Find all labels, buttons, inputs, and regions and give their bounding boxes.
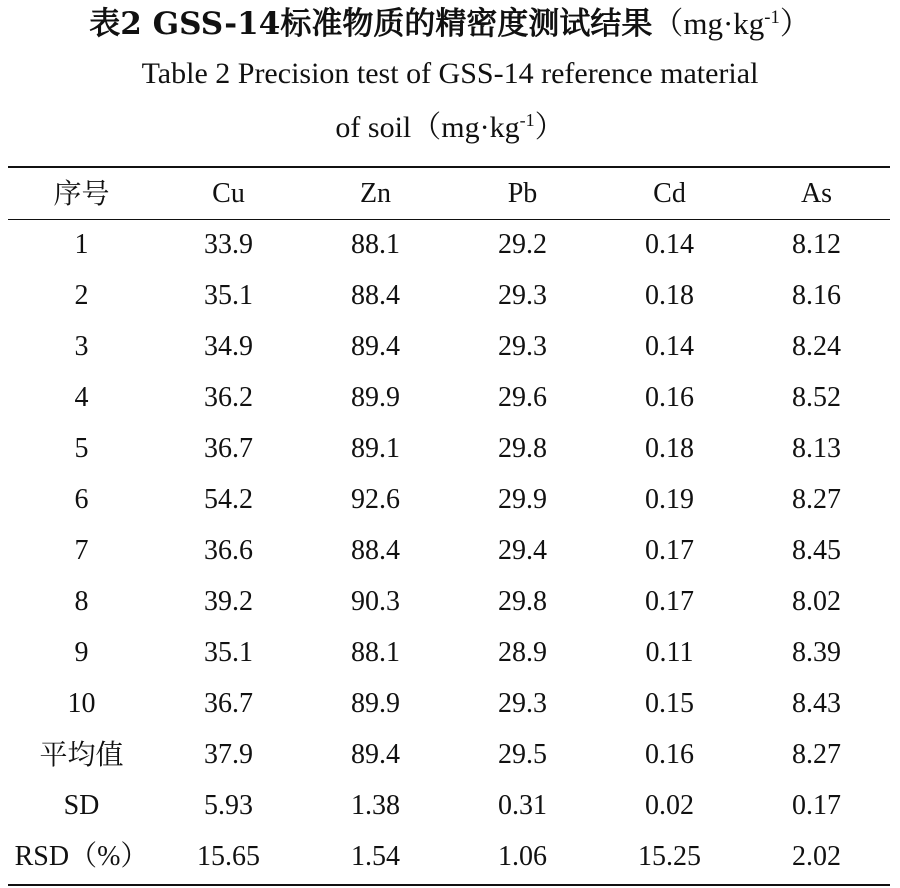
table-cell: 89.4 bbox=[351, 331, 400, 362]
table-cell: 0.18 bbox=[645, 280, 694, 311]
header-cell-cd: Cd bbox=[653, 178, 686, 209]
table-cell: 29.3 bbox=[498, 280, 547, 311]
table-cell: 89.1 bbox=[351, 433, 400, 464]
table-cell: 8.52 bbox=[792, 382, 841, 413]
table-cell: 37.9 bbox=[204, 739, 253, 770]
row-label-cell: RSD（%） bbox=[14, 841, 149, 872]
table-cell: 36.7 bbox=[204, 433, 253, 464]
table-cell: 28.9 bbox=[498, 637, 547, 668]
table-row bbox=[8, 831, 890, 882]
table-row bbox=[8, 780, 890, 831]
table-cell: 29.4 bbox=[498, 535, 547, 566]
table-row bbox=[8, 219, 890, 270]
table-cell: 89.4 bbox=[351, 739, 400, 770]
table-cell: 92.6 bbox=[351, 484, 400, 515]
table-header-row bbox=[8, 168, 890, 219]
table-row bbox=[8, 423, 890, 474]
table-cell: 0.17 bbox=[645, 535, 694, 566]
table-cell: 8.45 bbox=[792, 535, 841, 566]
row-label-cell: 5 bbox=[74, 433, 89, 464]
caption-english-line2-text: of soil（mg·kg bbox=[335, 111, 520, 144]
table-row bbox=[8, 270, 890, 321]
table-cell: 29.8 bbox=[498, 433, 547, 464]
row-label-cell: 平均值 bbox=[39, 738, 124, 771]
table-cell: 0.14 bbox=[645, 331, 694, 362]
row-label-cell: 3 bbox=[74, 331, 89, 362]
unit-open: （mg·kg bbox=[652, 6, 765, 41]
table-cell: 1.54 bbox=[351, 841, 400, 872]
table-cell: 34.9 bbox=[204, 331, 253, 362]
table-cell: 88.1 bbox=[351, 229, 400, 260]
caption-title-chinese: GSS-14标准物质的精密度测试结果 bbox=[152, 6, 653, 42]
table-cell: 29.3 bbox=[498, 331, 547, 362]
table-cell: 8.02 bbox=[792, 586, 841, 617]
caption-english-unit-exponent: -1 bbox=[519, 110, 535, 131]
table-cell: 29.6 bbox=[498, 382, 547, 413]
table-cell: 8.27 bbox=[792, 739, 841, 770]
table-cell: 5.93 bbox=[204, 790, 253, 821]
unit-close: ） bbox=[779, 6, 811, 41]
row-label-cell: 7 bbox=[74, 535, 89, 566]
table-cell: 0.11 bbox=[645, 637, 694, 668]
table-cell: 35.1 bbox=[204, 280, 253, 311]
table-cell: 0.19 bbox=[645, 484, 694, 515]
table-cell: 0.17 bbox=[792, 790, 841, 821]
header-cell-zn: Zn bbox=[359, 178, 392, 209]
row-label-cell: 1 bbox=[74, 229, 89, 260]
table-cell: 0.31 bbox=[498, 790, 547, 821]
table-cell: 29.9 bbox=[498, 484, 547, 515]
table-caption-chinese bbox=[0, 4, 900, 44]
table-cell: 0.16 bbox=[645, 382, 694, 413]
table-row bbox=[8, 627, 890, 678]
caption-unit-chinese bbox=[652, 6, 810, 41]
unit-exponent: -1 bbox=[764, 6, 780, 28]
table-row bbox=[8, 372, 890, 423]
table-row bbox=[8, 321, 890, 372]
table-cell: 54.2 bbox=[204, 484, 253, 515]
row-label-cell: 8 bbox=[74, 586, 89, 617]
table-cell: 90.3 bbox=[351, 586, 400, 617]
table-cell: 29.8 bbox=[498, 586, 547, 617]
row-label-cell: SD bbox=[63, 790, 100, 821]
table-row bbox=[8, 474, 890, 525]
header-cell-as: As bbox=[800, 178, 833, 209]
table-cell: 0.18 bbox=[645, 433, 694, 464]
row-label-cell: 2 bbox=[74, 280, 89, 311]
table-cell: 0.15 bbox=[645, 688, 694, 719]
table-cell: 8.39 bbox=[792, 637, 841, 668]
table-cell: 29.2 bbox=[498, 229, 547, 260]
precision-table bbox=[8, 168, 890, 882]
table-row bbox=[8, 678, 890, 729]
row-label-cell: 10 bbox=[67, 688, 96, 719]
table-cell: 2.02 bbox=[792, 841, 841, 872]
row-label-cell: 9 bbox=[74, 637, 89, 668]
table-cell: 1.06 bbox=[498, 841, 547, 872]
table-body bbox=[8, 219, 890, 882]
table-cell: 15.65 bbox=[197, 841, 260, 872]
table-caption-english-line2 bbox=[0, 110, 900, 146]
table-cell: 88.1 bbox=[351, 637, 400, 668]
table-cell: 0.17 bbox=[645, 586, 694, 617]
row-label-cell: 6 bbox=[74, 484, 89, 515]
table-cell: 36.7 bbox=[204, 688, 253, 719]
table-cell: 15.25 bbox=[638, 841, 701, 872]
table-cell: 88.4 bbox=[351, 280, 400, 311]
table-cell: 8.27 bbox=[792, 484, 841, 515]
header-cell-pb: Pb bbox=[507, 178, 538, 209]
table-cell: 29.3 bbox=[498, 688, 547, 719]
table-cell: 0.02 bbox=[645, 790, 694, 821]
caption-table-number: 表2 bbox=[89, 6, 142, 42]
table-cell: 89.9 bbox=[351, 382, 400, 413]
table-cell: 36.6 bbox=[204, 535, 253, 566]
header-cell-serial: 序号 bbox=[53, 177, 110, 210]
table-cell: 1.38 bbox=[351, 790, 400, 821]
row-label-cell: 4 bbox=[74, 382, 89, 413]
table-row bbox=[8, 729, 890, 780]
table-cell: 39.2 bbox=[204, 586, 253, 617]
table-cell: 0.16 bbox=[645, 739, 694, 770]
table-caption-english-line1: Table 2 Precision test of GSS-14 reference material bbox=[141, 57, 759, 90]
caption-english-unit-close: ） bbox=[534, 111, 565, 144]
table-cell: 88.4 bbox=[351, 535, 400, 566]
table-row bbox=[8, 525, 890, 576]
table-cell: 89.9 bbox=[351, 688, 400, 719]
table-cell: 36.2 bbox=[204, 382, 253, 413]
table-cell: 8.12 bbox=[792, 229, 841, 260]
table-cell: 8.13 bbox=[792, 433, 841, 464]
table-cell: 8.16 bbox=[792, 280, 841, 311]
table-cell: 29.5 bbox=[498, 739, 547, 770]
table-row bbox=[8, 576, 890, 627]
table-cell: 33.9 bbox=[204, 229, 253, 260]
header-cell-cu: Cu bbox=[212, 178, 245, 209]
table-bottom-rule bbox=[8, 884, 890, 886]
table-cell: 0.14 bbox=[645, 229, 694, 260]
table-cell: 8.24 bbox=[792, 331, 841, 362]
table-cell: 8.43 bbox=[792, 688, 841, 719]
table-cell: 35.1 bbox=[204, 637, 253, 668]
